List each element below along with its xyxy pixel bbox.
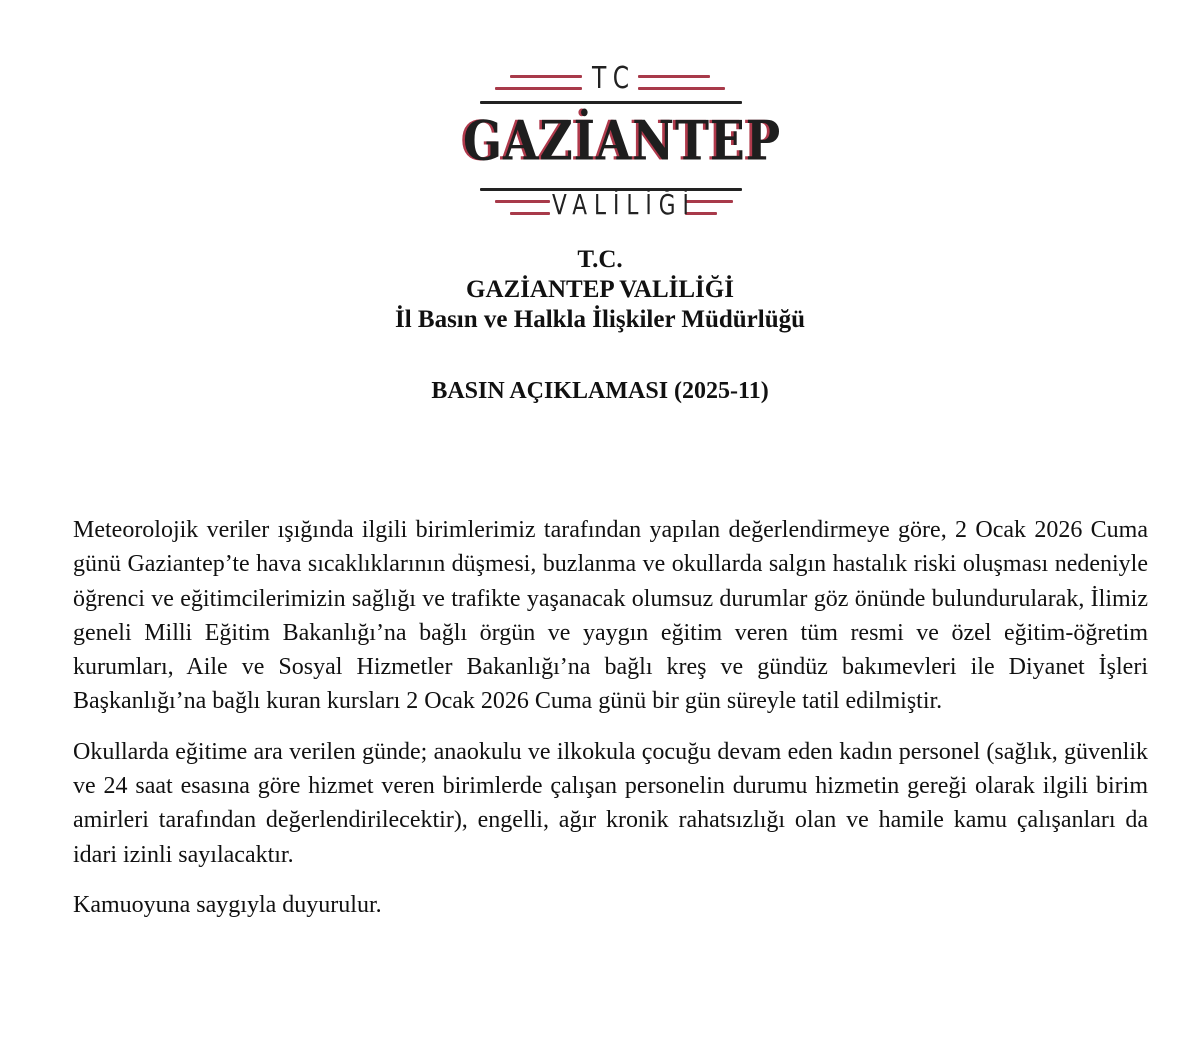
header-governorship: GAZİANTEP VALİLİĞİ xyxy=(466,276,734,303)
logo-line xyxy=(510,212,550,215)
logo-line xyxy=(495,87,582,90)
logo-line xyxy=(638,87,725,90)
institution-header xyxy=(0,245,1200,335)
paragraph: Meteorolojik veriler ışığında ilgili birimlerimiz tarafından yapılan değerlendirmeye göre, 2 Ocak 2026 Cuma günü Gaziantep’te hava sıcaklıklarının düşmesi, buzlanma ve okullarda salgın hastalık riski oluşması nedeniyle öğrenci ve eğitimcilerimizin sağlığı ve trafikte yaşanacak olumsuz durumlar göz önünde bulundurularak, İlimiz geneli Milli Eğitim Bakanlığı’na bağlı örgün ve yaygın eğitim veren tüm resmi ve özel eğitim-öğretim kurumları, Aile ve Sosyal Hizmetler Bakanlığı’na bağlı kreş ve gündüz bakımevleri ile Diyanet İşleri Başkanlığı’na bağlı kuran kursları 2 Ocak 2026 Cuma günü bir gün süreyle tatil edilmiştir. xyxy=(73,517,1148,715)
header-tc: T.C. xyxy=(577,246,623,273)
paragraph: Okullarda eğitime ara verilen günde; anaokulu ve ilkokula çocuğu devam eden kadın personel (sağlık, güvenlik ve 24 saat esasına göre hizmet veren birimlerde çalışan personelin durumu hizmetin gereği olarak ilgili birim amirleri tarafından değerlendirilecektir), engelli, ağır kronik rahatsızlığı olan ve hamile kamu çalışanları da idari izinli sayılacaktır. xyxy=(73,738,1148,868)
header-department: İl Basın ve Halkla İlişkiler Müdürlüğü xyxy=(394,306,806,333)
logo-line xyxy=(495,200,550,203)
logo-line xyxy=(510,75,582,78)
gaziantep-valiligi-logo xyxy=(455,60,781,230)
logo-valiligi-text: VALİLİĞİ xyxy=(552,188,696,222)
press-release-body xyxy=(73,513,1148,922)
logo-rule xyxy=(480,101,742,104)
press-release-title: BASIN AÇIKLAMASI (2025-11) xyxy=(431,378,769,404)
logo-line xyxy=(638,75,710,78)
paragraph: Kamuoyuna saygıyla duyurulur. xyxy=(73,891,382,918)
logo-tc-text: TC xyxy=(592,61,638,97)
logo-main-text: GAZİANTEP xyxy=(463,109,781,174)
